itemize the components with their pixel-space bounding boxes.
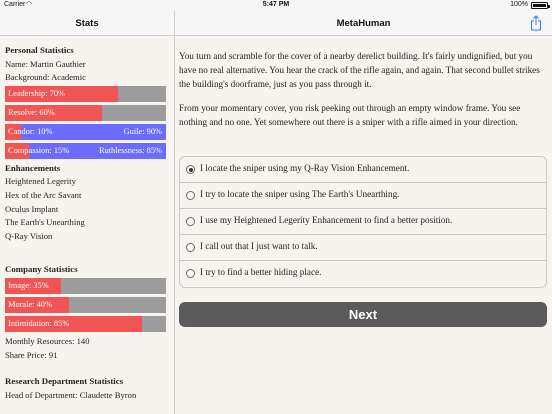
stat-bar-morale bbox=[5, 297, 166, 313]
character-background: Background: Academic bbox=[5, 72, 86, 83]
stat-bar-label: Resolve: 60% bbox=[8, 107, 55, 117]
stat-bar-leadership bbox=[5, 86, 166, 102]
wifi-icon: ◠ bbox=[26, 1, 33, 8]
battery-percent: 100% bbox=[510, 1, 528, 8]
stat-bar-right-label: Guile: 90% bbox=[123, 126, 162, 136]
share-button[interactable] bbox=[529, 15, 543, 31]
monthly-resources: Monthly Resources: 140 bbox=[5, 335, 90, 346]
carrier-label: Carrier bbox=[4, 1, 26, 8]
radio-button[interactable] bbox=[186, 269, 195, 278]
share-price: Share Price: 91 bbox=[5, 349, 58, 360]
stat-bar-image bbox=[5, 278, 166, 294]
story-paragraph: You turn and scramble for the cover of a nearby derelict building. It's fairly undignified, but you have no real alternative. You hear the crack of the rifle again, and again. That second bullet strikes the building's doorframe, just as you pass through it. bbox=[179, 51, 540, 89]
choice-label: I call out that I just want to talk. bbox=[200, 241, 318, 251]
next-button[interactable]: Next bbox=[179, 302, 547, 327]
radio-button[interactable] bbox=[186, 217, 195, 226]
personal-stats-heading: Personal Statistics bbox=[5, 45, 74, 55]
story-panel bbox=[175, 37, 552, 414]
choice-list bbox=[179, 156, 547, 288]
stat-bar-label: Intimidation: 85% bbox=[8, 318, 70, 328]
sidebar-title: Stats bbox=[75, 18, 99, 29]
company-stats-heading: Company Statistics bbox=[5, 264, 78, 275]
radio-button[interactable] bbox=[186, 191, 195, 200]
page-title: MetaHuman bbox=[336, 18, 391, 29]
stat-bar-right-label: Ruthlessness: 85% bbox=[98, 145, 162, 155]
radio-button[interactable] bbox=[186, 165, 195, 174]
enhancements-heading: Enhancements bbox=[5, 162, 61, 173]
stat-bar-label: Leadership: 70% bbox=[8, 88, 65, 98]
stat-bar-resolve bbox=[5, 105, 166, 121]
enhancement-item: Heightened Legerity bbox=[5, 176, 76, 187]
choice-item[interactable] bbox=[180, 157, 546, 183]
choice-item[interactable] bbox=[180, 261, 546, 287]
clock: 5:47 PM bbox=[262, 1, 290, 8]
research-head: Head of Department: Claudette Byron bbox=[5, 389, 137, 400]
radio-button[interactable] bbox=[186, 243, 195, 252]
battery-icon bbox=[531, 2, 548, 9]
choice-item[interactable] bbox=[180, 183, 546, 209]
stats-sidebar[interactable] bbox=[0, 37, 174, 414]
choice-label: I try to locate the sniper using The Earth's Unearthing. bbox=[200, 189, 400, 199]
stat-bar-left-label: Candor: 10% bbox=[8, 126, 53, 136]
enhancement-item: The Earth's Unearthing bbox=[5, 217, 85, 228]
status-bar bbox=[0, 0, 552, 11]
stat-bar-candor-guile bbox=[5, 124, 166, 140]
enhancement-item: Oculus Implant bbox=[5, 203, 59, 214]
character-name: Name: Martin Gauthier bbox=[5, 58, 86, 69]
stat-bar-label: Morale: 40% bbox=[8, 299, 52, 309]
choice-label: I locate the sniper using my Q-Ray Vision Enhancement. bbox=[200, 163, 410, 173]
stat-bar-compassion-ruthlessness bbox=[5, 143, 166, 159]
enhancement-item: Hex of the Arc Savant bbox=[5, 189, 82, 200]
choice-label: I use my Heightened Legerity Enhancement to find a better position. bbox=[200, 215, 453, 225]
choice-label: I try to find a better hiding place. bbox=[200, 267, 322, 277]
main-nav-bar bbox=[175, 11, 552, 36]
stat-bar-label: Image: 35% bbox=[8, 280, 49, 290]
story-paragraph: From your momentary cover, you risk peeking out through an empty window frame. You see nothing and no one. Yet somewhere out there is a sniper with a rifle aimed in your direction. bbox=[179, 103, 521, 127]
share-icon bbox=[529, 15, 543, 31]
research-stats-heading: Research Department Statistics bbox=[5, 376, 124, 387]
stat-bar-intimidation bbox=[5, 316, 166, 332]
stat-bar-left-label: Compassion: 15% bbox=[8, 145, 70, 155]
sidebar-nav-bar bbox=[0, 11, 174, 36]
enhancement-item: Q-Ray Vision bbox=[5, 230, 53, 241]
choice-item[interactable] bbox=[180, 235, 546, 261]
choice-item[interactable] bbox=[180, 209, 546, 235]
